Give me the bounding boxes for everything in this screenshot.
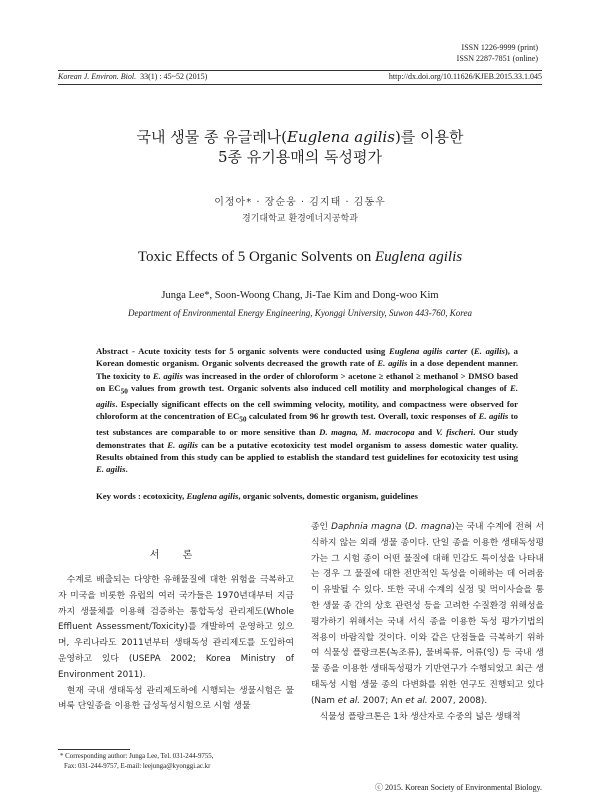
body-text: (: [401, 522, 409, 532]
footnote-line: * Corresponding author: Junga Lee, Tel. 031-244-9755,: [60, 753, 214, 760]
footnote-rule: [58, 749, 130, 750]
body-column-right: [311, 520, 544, 725]
korean-title-part: )를 이용한: [394, 128, 464, 146]
abstract-species: Euglena agilis carter: [388, 346, 468, 356]
abstract-text: and: [414, 427, 436, 438]
header-rule-bottom: [58, 84, 542, 85]
keywords: [96, 491, 518, 501]
korean-title-part: 국내 생물 종 유글레나(: [136, 128, 288, 146]
issn-block: [457, 42, 538, 64]
journal-name: Korean J. Environ. Biol.: [58, 72, 137, 81]
body-species: Daphnia magna: [331, 522, 402, 532]
korean-title-line2: 5종 유기용매의 독성평가: [218, 148, 382, 166]
korean-affiliation: 경기대학교 환경에너지공학과: [242, 214, 358, 224]
abstract-text: Abstract - Acute toxicity tests for 5 organic solvents were conducted using: [96, 346, 389, 356]
abstract-species: E. agilis: [377, 358, 408, 369]
abstract-species: E. agilis: [152, 370, 183, 381]
abstract-species: E. agilis: [96, 464, 126, 475]
paragraph: 식물성 플랑크톤은 1차 생산자로 수중의 넓은 생태적: [319, 711, 521, 722]
abstract-species: E. agilis: [473, 346, 505, 356]
body-species: D. magna: [408, 522, 452, 532]
abstract-subscript: 50: [239, 415, 247, 424]
abstract-text: to test substances are comparable to or more sensitive than: [96, 411, 518, 438]
section-heading-introduction: 서 론: [149, 550, 203, 561]
abstract-species: D. magna, M. macrocopa: [319, 427, 415, 438]
english-authors: Junga Lee*, Soon-Woong Chang, Ji-Tae Kim and Dong-woo Kim: [161, 290, 439, 301]
paragraph: 수계로 배출되는 다양한 유해물질에 대한 위험을 극복하고자 미국을 비롯한 유럽의 여러 국가들은 1970년대부터 지금까지 생물체를 이용해 검증하는 통합독성 관리제도(Whole Effluent Assessment/Toxicity)를 개발하여 운영하고 있으며, 우리나라도 2011년부터 생태독성 관리제도를 도입하여 운영하고 있다 (USEPA 2002; Korea Ministry of Environment 2011).: [58, 575, 294, 680]
footnote: [60, 752, 213, 771]
body-text: )는 국내 수계에 전혀 서식하지 않는 외래 생물 종이다. 단일 종을 이용한 생태독성평가는 그 시험 종이 어떤 물질에 대해 민감도 특이성을 나타내는 경우 그 물질에 대한 전반적인 독성을 이해하는 데 어려움이 유발될 수 있다. 또한 국내 수계의 실정 및 먹이사슬을 통한 생물 종 간의 상호 관련성 등을 고려한 수질환경 위해성을 평가하기 위해서는 국내 서식 종을 이용한 독성 평가기법의 적용이 바람직할 것이다. 이와 같은 단점들을 극복하기 위하여 식물성 플랑크톤(녹조류), 물벼룩류, 어류(잉) 등 국내 생물 종을 이용한 생태독성평가 기반연구가 수행되었고 최근 생태독성 시험 생물 종의 다변화를 위한 연구도 진행되고 있다 (Nam: [311, 522, 544, 706]
body-text: 2007; An: [360, 695, 406, 706]
keywords-species: Euglena agilis: [186, 491, 239, 501]
paragraph: 현재 국내 생태독성 관리제도하에 시행되는 생물시험은 물벼룩 단일종을 이용한 급성독성시험으로 시험 생물: [58, 685, 294, 712]
issn-online: ISSN 2287-7851 (online): [456, 54, 538, 63]
volume-pages: 33(1) : 45~52 (2015): [140, 72, 208, 81]
english-affiliation: Department of Environmental Energy Engineering, Kyonggi University, Suwon 443-760, Korea: [128, 308, 472, 318]
journal-citation: [58, 72, 207, 81]
body-citation-italic: et al.: [405, 695, 428, 706]
keywords-text: Key words : ecotoxicity,: [96, 491, 187, 501]
korean-authors: 이정아* · 장순웅 · 김지태 · 김동우: [214, 197, 386, 208]
korean-title-species: Euglena agilis: [287, 128, 395, 146]
body-text: 종인: [311, 522, 332, 532]
abstract-text: in a dose dependent manner. The toxicity to: [96, 358, 519, 381]
abstract-species: E. agilis: [167, 439, 198, 450]
copyright: ⓒ 2015. Korean Society of Environmental Biology.: [374, 783, 542, 792]
abstract-text: ), a Korean domestic organism. Organic solvents decreased the growth rate of: [96, 346, 518, 369]
abstract-text: . Our study demonstrates that: [96, 427, 519, 450]
header-rule-top: [58, 70, 542, 71]
issn-print: ISSN 1226-9999 (print): [461, 43, 538, 52]
abstract-subscript: 50: [120, 387, 128, 396]
footnote-line: Fax: 031-244-9757, E-mail: leejunga@kyonggi.ac.kr: [64, 762, 211, 770]
abstract-text: .: [125, 464, 128, 475]
keywords-text: , organic solvents, domestic organism, guidelines: [238, 491, 418, 501]
abstract-text: . Especially significant effects on the cell swimming velocity, motility, and compactness were observed for chloroform at the concentration of EC: [96, 398, 518, 422]
korean-title: [58, 127, 542, 167]
english-title-text: Toxic Effects of 5 Organic Solvents on: [137, 249, 376, 265]
abstract-text: can be a putative ecotoxicity test model organism to assess domestic water quality. Results obtained from this study can be applied to establish the standard test guidelines for ecotoxicity test using: [96, 439, 518, 462]
english-title-species: Euglena agilis: [375, 249, 463, 265]
body-column-left: [58, 546, 294, 715]
doi-link[interactable]: http://dx.doi.org/10.11626/KJEB.2015.33.1.045: [388, 72, 542, 81]
abstract: [96, 345, 518, 475]
abstract-text: values from growth test. Organic solvents also induced cell motility and morphological changes of: [127, 382, 511, 393]
abstract-text: (: [467, 346, 474, 356]
abstract-text: calculated from 96 hr growth test. Overall, toxic responses of: [246, 411, 479, 422]
body-citation-italic: et al.: [337, 695, 361, 706]
abstract-species: E. agilis: [96, 382, 518, 409]
paragraph: [311, 520, 544, 710]
english-title: [58, 249, 542, 266]
abstract-text: was increased in the order of chloroform > acetone ≥ ethanol ≥ methanol > DMSO based on EC: [96, 370, 518, 393]
body-text: 2007, 2008).: [427, 695, 488, 706]
abstract-species: V. fischeri: [435, 427, 474, 438]
running-header: [58, 72, 542, 81]
abstract-species: E. agilis: [478, 411, 509, 422]
